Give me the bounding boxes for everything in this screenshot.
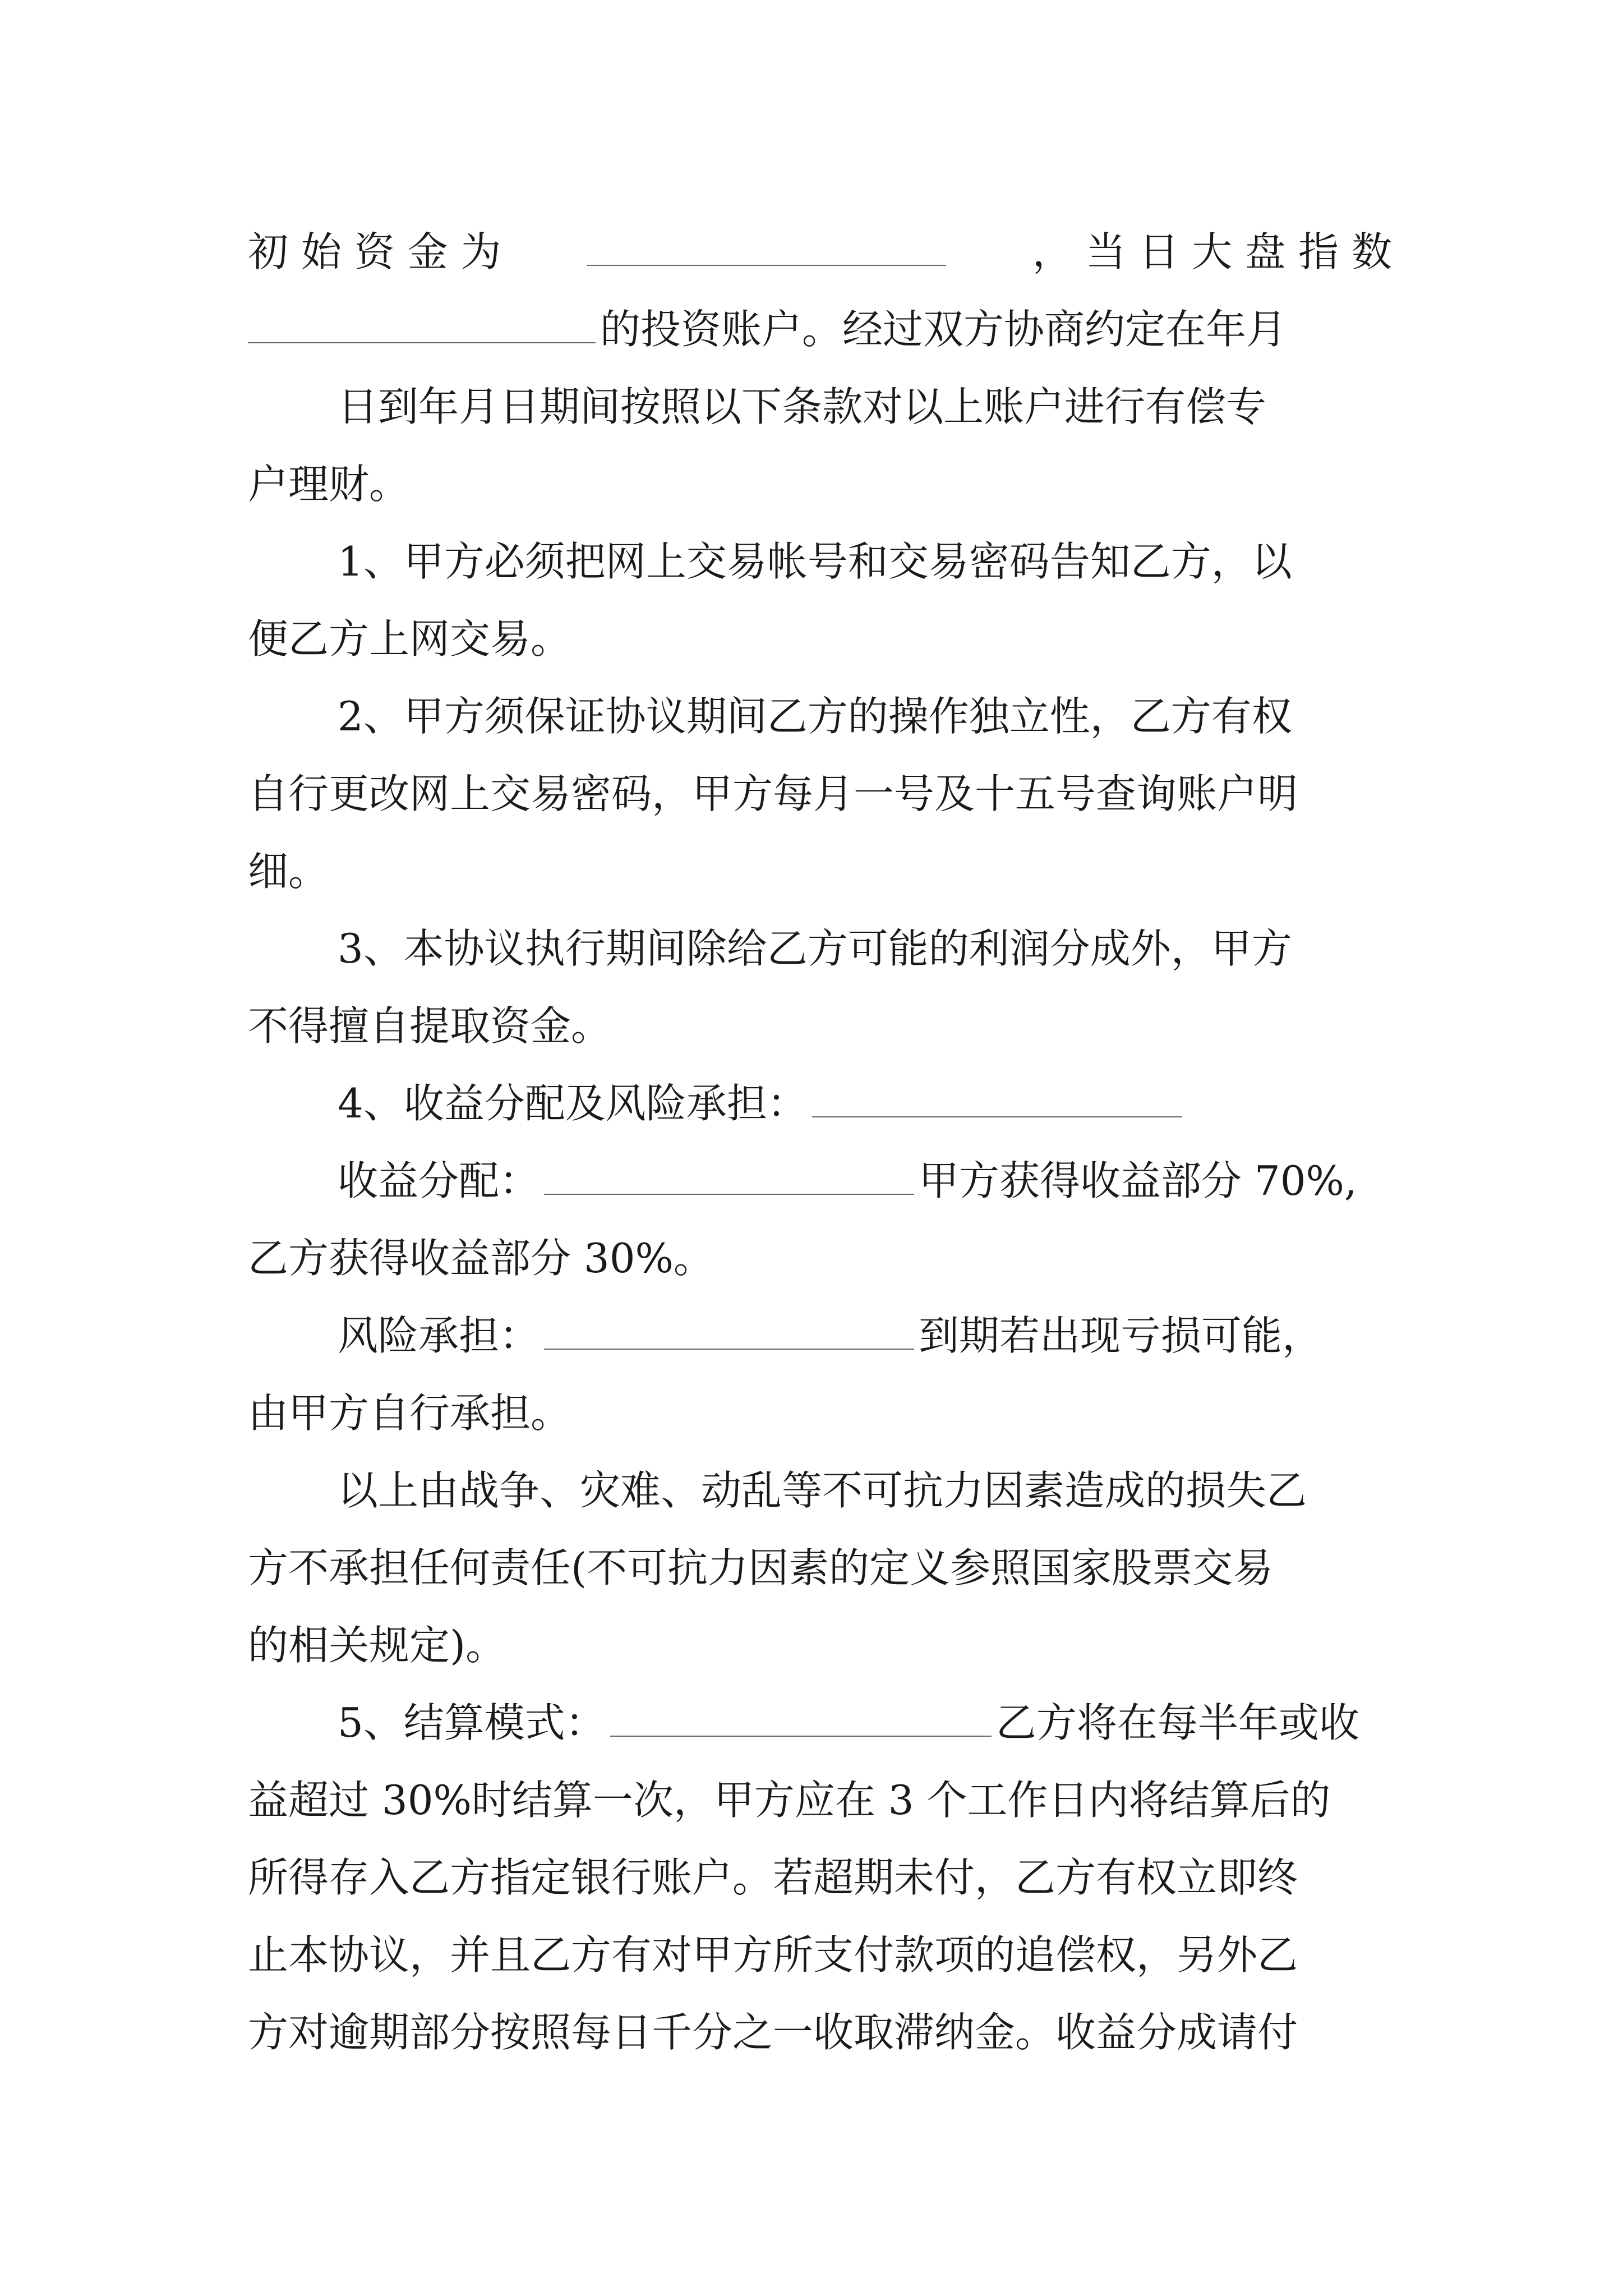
paragraph-text: 的相关规定)。 xyxy=(248,1622,506,1669)
fill-in-blank xyxy=(812,1067,1182,1117)
paragraph-text: 便乙方上网交易。 xyxy=(248,615,571,662)
paragraph-line xyxy=(248,1684,1392,1761)
paragraph-text: 以上由战争、灾难、动乱等不可抗力因素造成的损失乙 xyxy=(338,1467,1307,1514)
paragraph-line xyxy=(248,1220,1392,1297)
paragraph-text: 由甲方自行承担。 xyxy=(248,1389,571,1437)
paragraph-line xyxy=(248,1529,1392,1607)
paragraph-text: 益超过 30%时结算一次，甲方应在 3 个工作日内将结算后的 xyxy=(248,1777,1331,1824)
paragraph-text: 不得擅自提取资金。 xyxy=(248,1002,612,1050)
paragraph-line xyxy=(248,1994,1392,2071)
paragraph-line xyxy=(248,910,1392,987)
paragraph-text: 1、甲方必须把网上交易帐号和交易密码告知乙方，以 xyxy=(338,538,1292,585)
paragraph-line xyxy=(248,1374,1392,1452)
paragraph-text: 日到年月日期间按照以下条款对以上账户进行有偿专 xyxy=(338,383,1267,430)
paragraph-line xyxy=(248,1839,1392,1916)
document-page xyxy=(248,213,1392,2071)
paragraph-line xyxy=(248,291,1392,368)
paragraph-text: 乙方将在每半年或收 xyxy=(995,1699,1359,1746)
paragraph-text: 收益分配： xyxy=(338,1157,540,1204)
paragraph-text: 户理财。 xyxy=(248,461,410,508)
paragraph-text: 风险承担： xyxy=(338,1312,540,1359)
paragraph-line xyxy=(248,1142,1392,1220)
paragraph-line xyxy=(248,987,1392,1065)
paragraph-line xyxy=(248,368,1392,445)
paragraph-line xyxy=(248,678,1392,755)
paragraph-text: 3、本协议执行期间除给乙方可能的利润分成外，甲方 xyxy=(338,925,1292,972)
paragraph-line xyxy=(248,1916,1392,1994)
paragraph-text: 的投资账户。经过双方协商约定在年月 xyxy=(600,306,1287,353)
paragraph-text: 4、收益分配及风险承担： xyxy=(338,1080,808,1127)
paragraph-text: 到期若出现亏损可能， xyxy=(919,1312,1323,1359)
paragraph-text: 方对逾期部分按照每日千分之一收取滞纳金。收益分成请付 xyxy=(248,2009,1298,2056)
fill-in-blank xyxy=(248,293,596,343)
paragraph-text: 方不承担任何责任(不可抗力因素的定义参照国家股票交易 xyxy=(248,1544,1274,1591)
paragraph-line xyxy=(248,1297,1392,1374)
paragraph-text: 所得存入乙方指定银行账户。若超期未付，乙方有权立即终 xyxy=(248,1854,1298,1901)
paragraph-text: 2、甲方须保证协议期间乙方的操作独立性，乙方有权 xyxy=(338,693,1292,740)
paragraph-text: 细。 xyxy=(248,848,329,895)
paragraph-line xyxy=(248,445,1392,523)
fill-in-blank xyxy=(544,1144,914,1195)
paragraph-text: 初 始 资 金 为 xyxy=(248,228,501,275)
fill-in-blank xyxy=(610,1686,992,1737)
paragraph-line xyxy=(248,1607,1392,1684)
paragraph-line xyxy=(248,1065,1392,1142)
paragraph-line xyxy=(248,523,1392,600)
paragraph-line xyxy=(248,600,1392,678)
paragraph-text: 自行更改网上交易密码，甲方每月一号及十五号查询账户明 xyxy=(248,770,1298,817)
paragraph-line xyxy=(248,1452,1392,1529)
paragraph-text: 乙方获得收益部分 30%。 xyxy=(248,1235,714,1282)
paragraph-line xyxy=(248,755,1392,832)
paragraph-line xyxy=(248,213,1392,291)
paragraph-text: 5、结算模式： xyxy=(338,1699,606,1746)
fill-in-blank xyxy=(587,215,946,266)
paragraph-text: 甲方获得收益部分 70%, xyxy=(919,1157,1357,1204)
fill-in-blank xyxy=(544,1299,914,1350)
paragraph-line xyxy=(248,832,1392,910)
paragraph-text: 止本协议，并且乙方有对甲方所支付款项的追偿权，另外乙 xyxy=(248,1931,1298,1978)
paragraph-text: ， 当 日 大 盘 指 数 xyxy=(1032,228,1392,275)
paragraph-line xyxy=(248,1761,1392,1839)
